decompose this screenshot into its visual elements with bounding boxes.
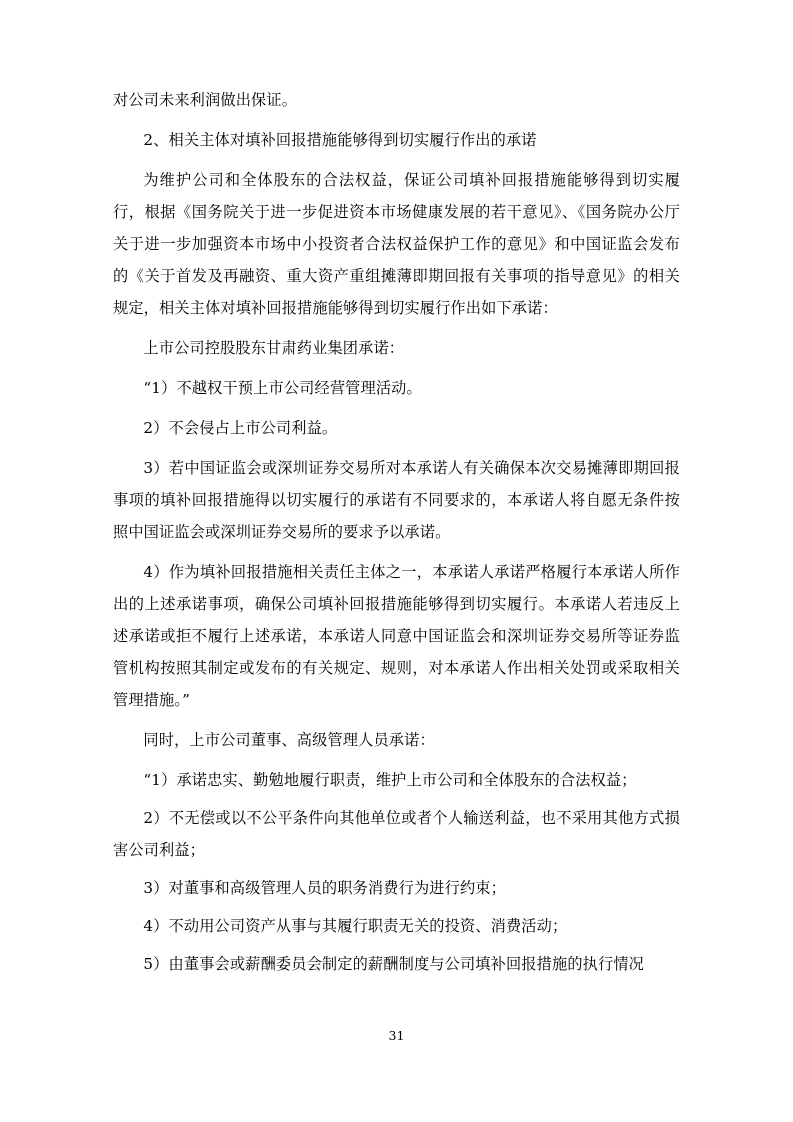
paragraph-gap — [113, 404, 680, 412]
paragraph-gap — [113, 716, 680, 724]
paragraph-gap — [113, 444, 680, 452]
paragraph-heading: 2、相关主体对填补回报措施能够得到切实履行作出的承诺 — [143, 131, 537, 149]
paragraph: “1）不越权干预上市公司经营管理活动。 — [143, 379, 422, 397]
paragraph-gap — [113, 548, 680, 556]
page-number: 31 — [388, 1028, 405, 1043]
paragraph: 5）由董事会或薪酬委员会制定的薪酬制度与公司填补回报措施的执行情况 — [143, 955, 645, 973]
paragraph: 2）不无偿或以不公平条件向其他单位或者个人输送利益，也不采用其他方式损害公司利益； — [113, 809, 680, 859]
document-body — [113, 84, 680, 980]
paragraph: 同时，上市公司董事、高级管理人员承诺： — [143, 731, 435, 749]
paragraph: 3）若中国证监会或深圳证券交易所对本承诺人有关确保本次交易摊薄即期回报事项的填补回报措施得以切实履行的承诺有不同要求的，本承诺人将自愿无条件按照中国证监会或深圳证券交易所的要求予以承诺。 — [113, 459, 680, 541]
paragraph-gap — [113, 364, 680, 372]
paragraph: “1）承诺忠实、勤勉地履行职责，维护上市公司和全体股东的合法权益； — [143, 771, 637, 789]
paragraph: 4）作为填补回报措施相关责任主体之一，本承诺人承诺严格履行本承诺人所作出的上述承诺事项，确保公司填补回报措施能够得到切实履行。本承诺人若违反上述承诺或拒不履行上述承诺，本承诺人同意中国证监会和深圳证券交易所等证券监管机构按照其制定或发布的有关规定、规则，对本承诺人作出相关处罚或采取相关管理措施。” — [113, 563, 680, 709]
paragraph: 2）不会侵占上市公司利益。 — [143, 419, 338, 437]
paragraph-gap — [113, 324, 680, 332]
paragraph: 3）对董事和高级管理人员的职务消费行为进行约束； — [143, 879, 506, 897]
paragraph-gap — [113, 156, 680, 164]
paragraph: 上市公司控股股东甘肃药业集团承诺： — [143, 339, 405, 357]
paragraph-gap — [113, 756, 680, 764]
paragraph: 4）不动用公司资产从事与其履行职责无关的投资、消费活动； — [143, 917, 568, 935]
paragraph: 为维护公司和全体股东的合法权益，保证公司填补回报措施能够得到切实履行，根据《国务院关于进一步促进资本市场健康发展的若干意见》、《国务院办公厅关于进一步加强资本市场中小投资者合法权益保护工作的意见》和中国证监会发布的《关于首发及再融资、重大资产重组摊薄即期回报有关事项的指导意见》的相关规定，相关主体对填补回报措施能够得到切实履行作出如下承诺： — [113, 171, 680, 317]
paragraph-gap — [113, 116, 680, 124]
paragraph: 对公司未来利润做出保证。 — [113, 91, 298, 109]
